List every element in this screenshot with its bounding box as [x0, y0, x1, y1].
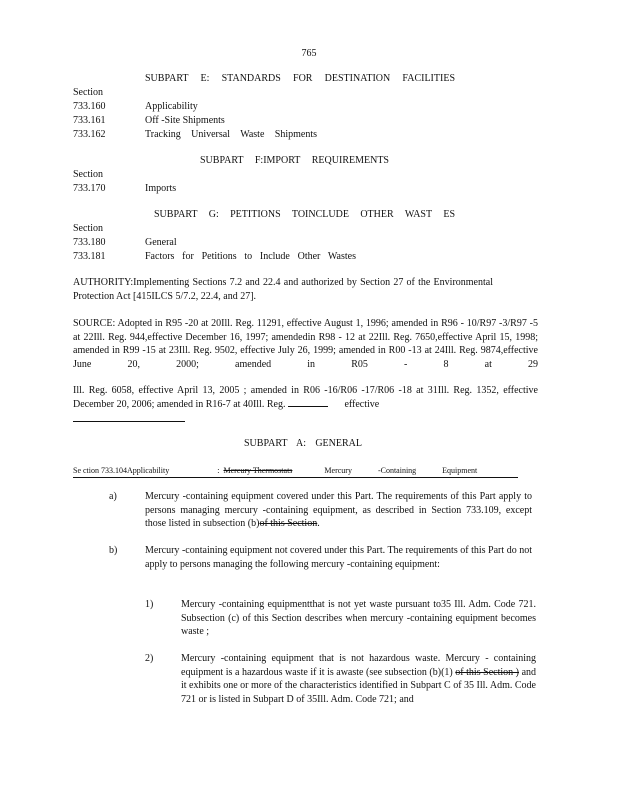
- paragraph-label: 2): [145, 653, 154, 664]
- toc-item-number: 733.180: [73, 237, 106, 248]
- section-heading: [73, 465, 518, 478]
- toc-heading-subpart-f: SUBPART F:IMPORT REQUIREMENTS: [200, 155, 389, 166]
- paragraph-label: b): [109, 545, 118, 556]
- toc-item-number: 733.160: [73, 101, 106, 112]
- toc-section-label: Section: [73, 169, 103, 180]
- toc-item-number: 733.170: [73, 183, 106, 194]
- page-number: 765: [301, 48, 317, 59]
- section-heading-title: Mercury -Containing Equipment: [324, 466, 478, 475]
- toc-item-title: Tracking Universal Waste Shipments: [145, 129, 317, 140]
- paragraph-b2-text: [181, 652, 536, 706]
- paragraph-text: and it exhibits one or more of the characteristics identified in Subpart C of 35 Ill. Adm. Code 721 or is listed in Subpart D of 35Ill. Adm. Code 721; and: [181, 666, 537, 705]
- toc-heading-subpart-g: SUBPART G: PETITIONS TOINCLUDE OTHER WAST ES: [154, 209, 455, 220]
- toc-item-number: 733.161: [73, 115, 106, 126]
- section-heading-colon: :: [217, 466, 220, 475]
- authority-note: AUTHORITY:Implementing Sections 7.2 and 22.4 and authorized by Section 27 of the Environmental Protection Act [415ILCS 5/7.2, 22.4, and 27].: [73, 277, 493, 302]
- struck-text: of this Section ): [455, 666, 520, 678]
- paragraph-b-text: Mercury -containing equipment not covered under this Part. The requirements of this Part do not apply to persons managing the following mercury -containing equipment:: [145, 545, 532, 570]
- section-heading-struck: Mercury Thermostats: [223, 466, 293, 475]
- paragraph-b1-text: Mercury -containing equipmentthat is not yet waste pursuant to35 Ill. Adm. Code 721. Subsection (c) of this Section describes when mercury -containing equipment becomes waste ;: [181, 599, 536, 637]
- toc-item-title: Imports: [145, 183, 177, 194]
- toc-section-label: Section: [73, 223, 103, 234]
- paragraph-a-text: Mercury -containing equipment covered under this Part. The requirements of this Part apply to persons managing mercury -containing equipment, as described in Section 733.109, except those listed in subsection (b)of this Section.: [145, 491, 532, 529]
- paragraph-text: Mercury -containing equipment covered under this Part. The requirements of this Part apply to persons managing mercury -containing equipment, as described in Section 733.109, except those listed in subsection (b): [145, 491, 532, 529]
- toc-item-title: Factors for Petitions to Include Other Wastes: [145, 251, 356, 262]
- blank-line: [288, 406, 328, 407]
- toc-item-title: Applicability: [145, 101, 198, 112]
- source-note-text: Ill. Reg. 6058, effective April 13, 2005 ; amended in R06 -16/R06 -17/R06 -18 at 31Ill. Reg. 1352, effective December 20, 2006; amended in R16-7 at 40Ill. Reg.: [73, 385, 538, 410]
- toc-item-number: 733.181: [73, 251, 106, 262]
- toc-item-title: General: [145, 237, 177, 248]
- toc-heading-subpart-e: SUBPART E: STANDARDS FOR DESTINATION FACILITIES: [145, 73, 455, 84]
- source-note-continued: [73, 384, 538, 411]
- blank-line: [73, 409, 185, 422]
- section-heading-prefix: Se ction 733.104Applicability: [73, 466, 170, 475]
- toc-section-label: Section: [73, 87, 103, 98]
- paragraph-label: 1): [145, 599, 154, 610]
- subpart-a-heading: SUBPART A: GENERAL: [244, 438, 362, 449]
- source-note: SOURCE: Adopted in R95 -20 at 20Ill. Reg. 11291, effective August 1, 1996; amended in R96 - 10/R97 -3/R97 -5 at 22Ill. Reg. 944,effective December 16, 1997; amendedin R98 - 12 at 22Ill. Reg. 7650,effective April 15, 1998; amended in R99 -15 at 23Ill. Reg. 9502, effective July 26, 1999; amended in R00 -13 at 24Ill. Reg. 9874,effective June 20, 2000; amended in R05 - 8 at 29: [73, 318, 538, 370]
- toc-item-title: Off -Site Shipments: [145, 115, 225, 126]
- paragraph-text: Mercury -containing equipment that is not hazardous waste. Mercury - containing equipment is a hazardous waste if it is awaste (see subsection (b)(1): [181, 653, 536, 678]
- source-effective-label: effective: [344, 398, 380, 410]
- toc-item-number: 733.162: [73, 129, 106, 140]
- paragraph-label: a): [109, 491, 117, 502]
- struck-text: of this Section: [259, 518, 318, 529]
